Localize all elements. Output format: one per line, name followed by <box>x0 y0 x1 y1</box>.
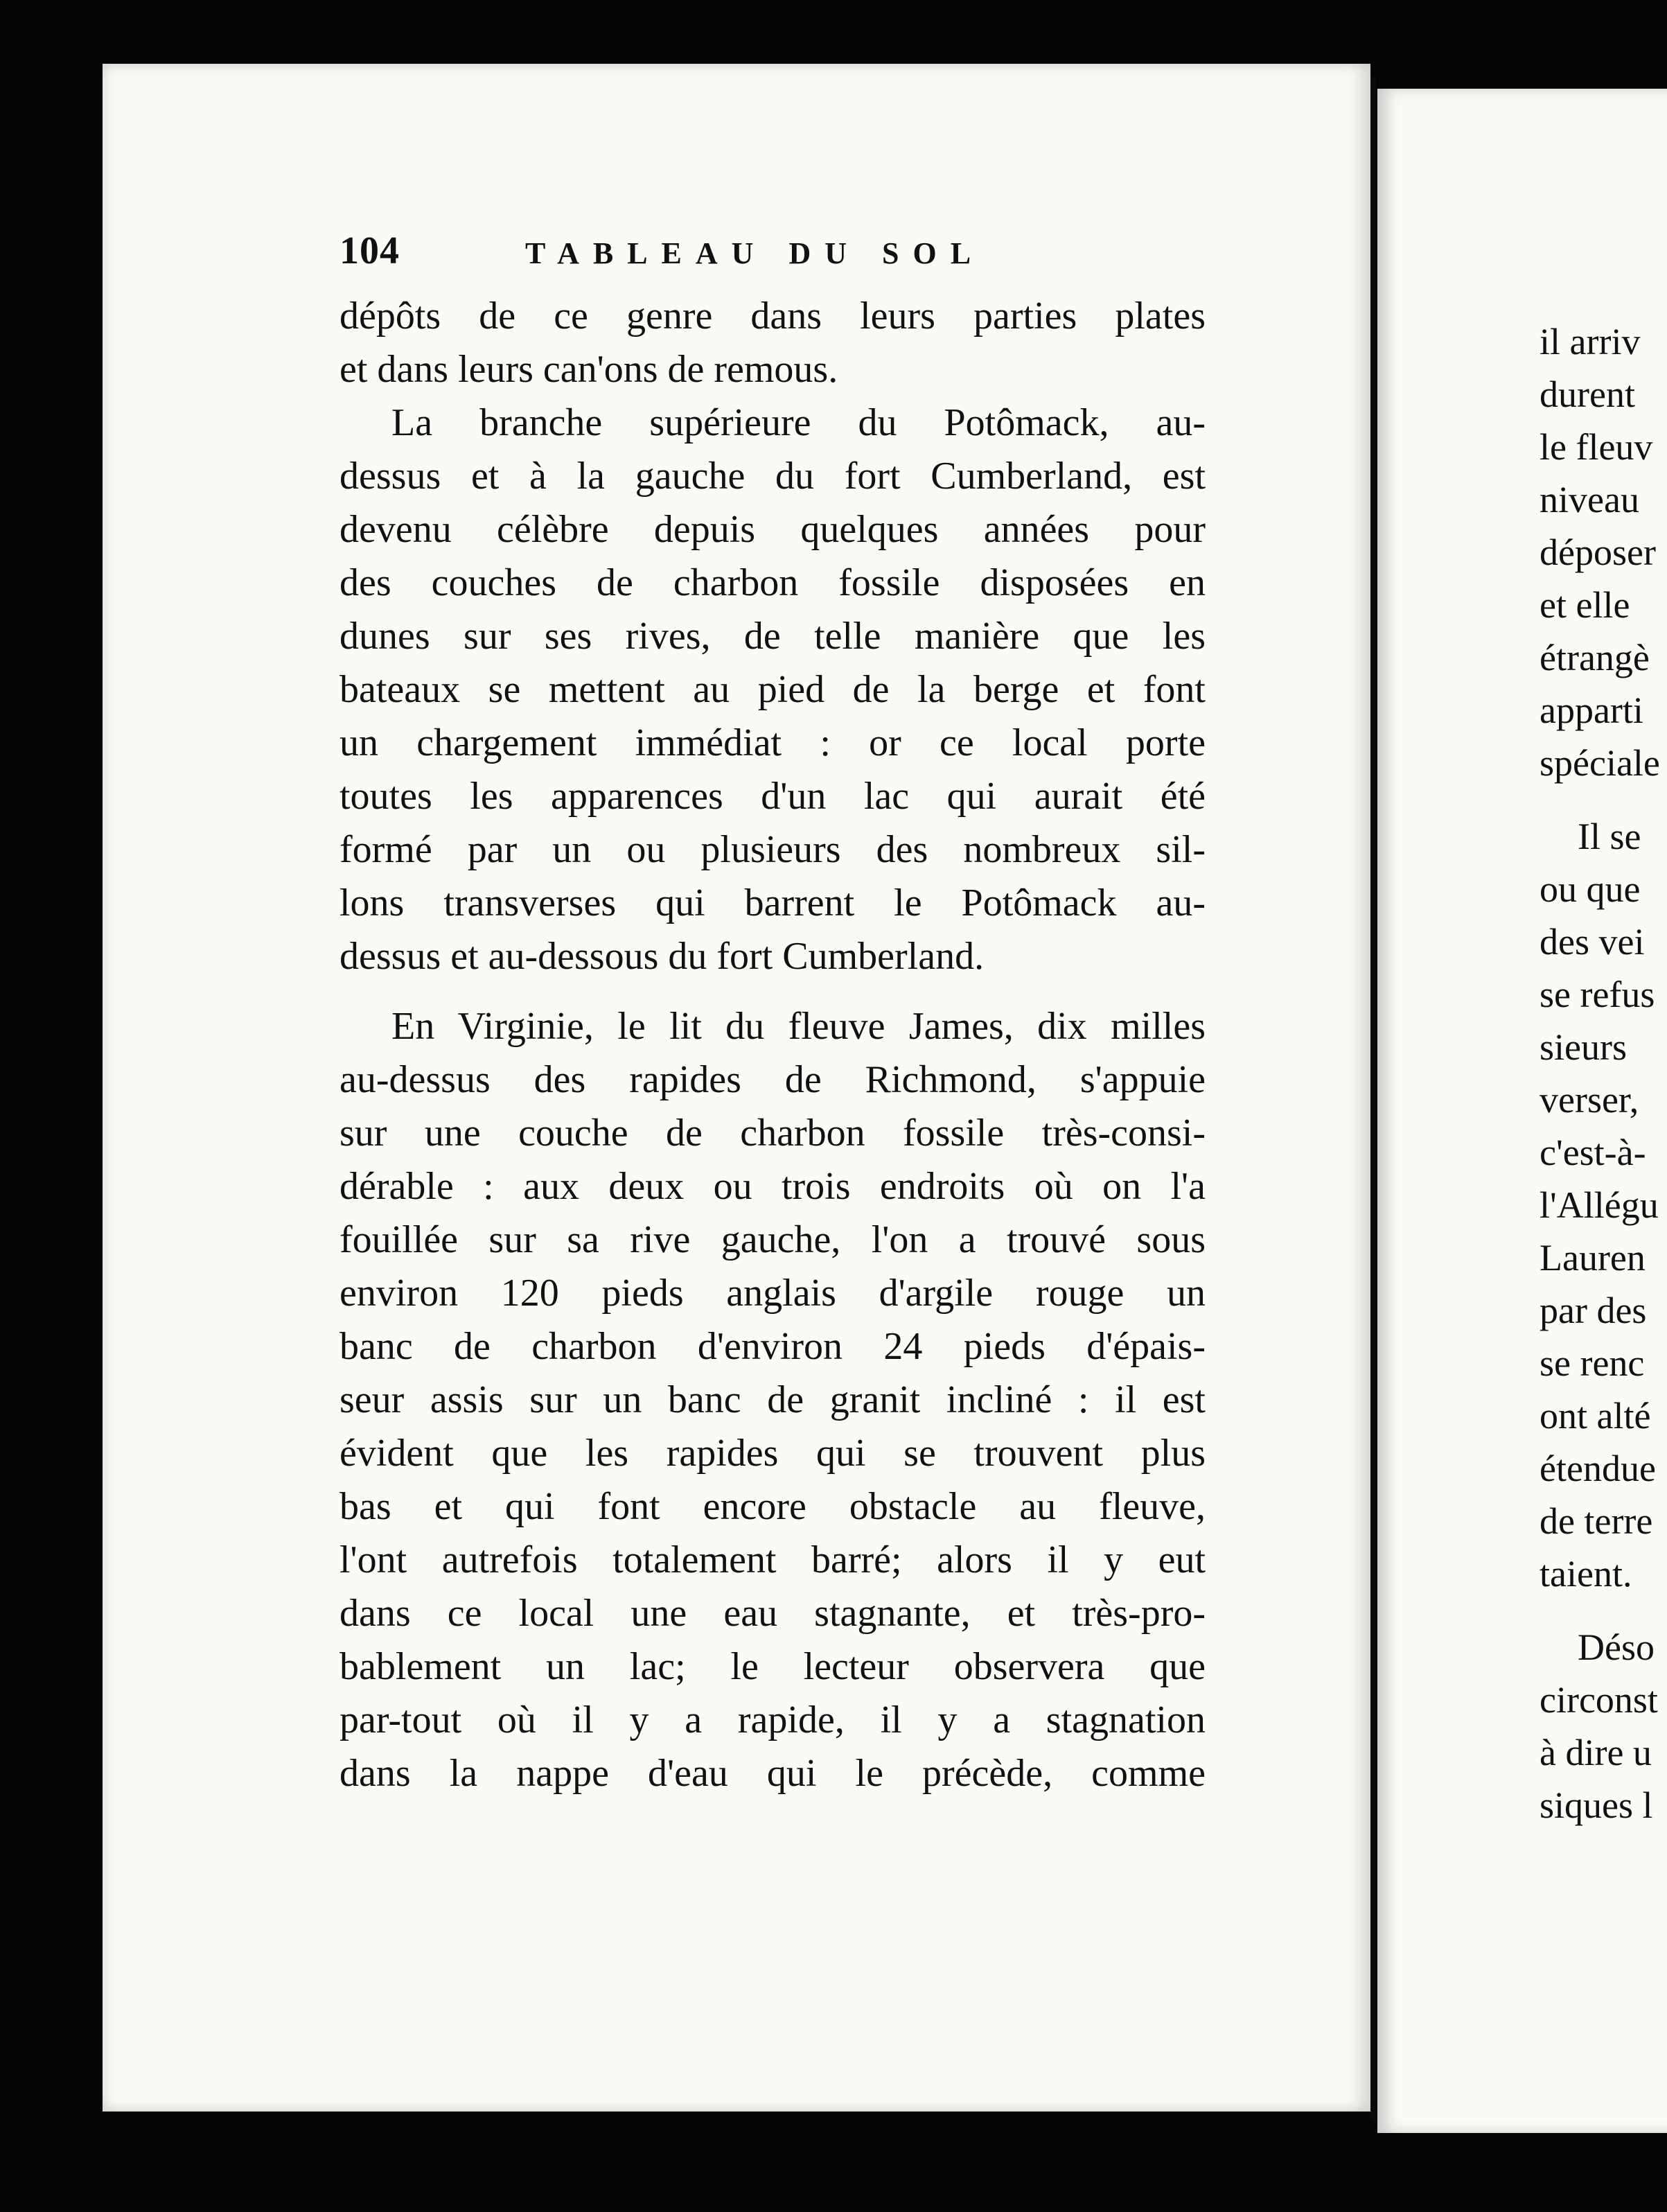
text-line: l'ont autrefois totalement barré; alors il y eut <box>339 1538 1206 1581</box>
text-line: au-dessus des rapides de Richmond, s'appuie <box>339 1058 1206 1101</box>
page-number: 104 <box>339 229 400 272</box>
text-line: ont alté <box>1540 1395 1651 1437</box>
text-line: durent <box>1540 374 1635 415</box>
text-line: La branche supérieure du Potômack, au- <box>391 401 1206 444</box>
text-line: Lauren <box>1540 1237 1646 1279</box>
running-head: TABLEAU DU SOL <box>525 236 985 270</box>
page-gutter <box>1370 76 1376 2121</box>
text-line: dépôts de ce genre dans leurs parties plates <box>339 295 1206 337</box>
text-line: se renc <box>1540 1342 1645 1384</box>
text-line: Il se <box>1578 816 1641 857</box>
text-line: dans la nappe d'eau qui le précède, comme <box>339 1752 1206 1795</box>
text-line: bablement un lac; le lecteur observera que <box>339 1645 1206 1688</box>
text-line: par des <box>1540 1290 1647 1331</box>
text-line: dunes sur ses rives, de telle manière que les <box>339 615 1206 658</box>
text-line: seur assis sur un banc de granit incliné : il est <box>339 1378 1206 1421</box>
text-line: de terre <box>1540 1500 1653 1542</box>
text-line: niveau <box>1540 479 1639 520</box>
text-line: des vei <box>1540 921 1645 963</box>
text-line: sieurs <box>1540 1026 1627 1068</box>
text-line: évident que les rapides qui se trouvent plus <box>339 1432 1206 1475</box>
text-line: il arriv <box>1540 321 1641 362</box>
left-page-text <box>339 290 1206 1800</box>
text-line: lons transverses qui barrent le Potômack au- <box>339 881 1206 924</box>
text-line: un chargement immédiat : or ce local porte <box>339 721 1206 764</box>
text-line: et dans leurs can'ons de remous. <box>339 348 838 391</box>
text-line: spéciale <box>1540 742 1660 784</box>
text-line: bateaux se mettent au pied de la berge et font <box>339 668 1206 711</box>
text-line: fouillée sur sa rive gauche, l'on a trouvé sous <box>339 1218 1206 1261</box>
text-line: ou que <box>1540 868 1641 910</box>
text-line: devenu célèbre depuis quelques années pour <box>339 508 1206 551</box>
text-line: taient. <box>1540 1553 1632 1595</box>
text-line: apparti <box>1540 690 1643 731</box>
text-line: circonst <box>1540 1679 1658 1721</box>
text-line: à dire u <box>1540 1732 1652 1773</box>
text-line: étendue <box>1540 1448 1656 1489</box>
text-line: c'est-à- <box>1540 1132 1646 1173</box>
text-line: le fleuv <box>1540 426 1653 468</box>
text-line: toutes les apparences d'un lac qui aurait été <box>339 775 1206 818</box>
text-line: sur une couche de charbon fossile très-consi- <box>339 1112 1206 1155</box>
text-line: dans ce local une eau stagnante, et très-pro- <box>339 1592 1206 1635</box>
text-line: Déso <box>1578 1626 1655 1668</box>
text-line: des couches de charbon fossile disposées en <box>339 561 1206 604</box>
text-line: environ 120 pieds anglais d'argile rouge un <box>339 1272 1206 1315</box>
text-line: l'Allégu <box>1540 1184 1659 1226</box>
text-line: se refus <box>1540 974 1655 1015</box>
text-line: En Virginie, le lit du fleuve James, dix milles <box>391 1005 1206 1048</box>
text-line: déposer <box>1540 532 1656 573</box>
text-line: verser, <box>1540 1079 1639 1121</box>
text-line: par-tout où il y a rapide, il y a stagnation <box>339 1698 1206 1741</box>
text-line: banc de charbon d'environ 24 pieds d'épais- <box>339 1325 1206 1368</box>
text-line: et elle <box>1540 584 1630 626</box>
right-page-text <box>1540 315 1667 1832</box>
text-line: dérable : aux deux ou trois endroits où on l'a <box>339 1165 1206 1208</box>
text-line: dessus et à la gauche du fort Cumberland, est <box>339 455 1206 498</box>
text-line: étrangè <box>1540 637 1650 678</box>
text-line: dessus et au-dessous du fort Cumberland. <box>339 935 985 978</box>
text-line: bas et qui font encore obstacle au fleuve, <box>339 1485 1206 1528</box>
text-line: siques l <box>1540 1784 1653 1826</box>
page-header <box>339 229 1254 284</box>
text-line: formé par un ou plusieurs des nombreux sil- <box>339 828 1206 871</box>
